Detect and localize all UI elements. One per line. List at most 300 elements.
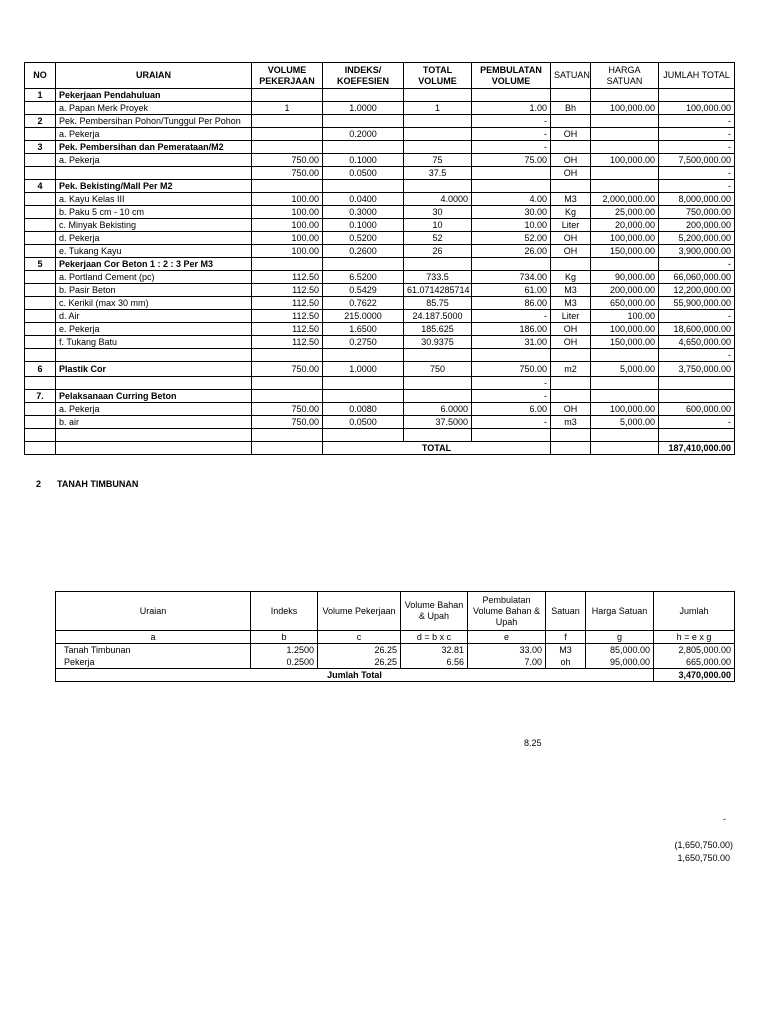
indeks-cell [323, 115, 404, 128]
pembulatan-cell: 6.00 [472, 403, 551, 416]
volume-cell: 1 [252, 102, 323, 115]
uraian-cell: a. Pekerja [56, 154, 252, 167]
no-cell [25, 193, 56, 206]
rab-row [25, 271, 735, 284]
jumlah-cell: - [659, 141, 735, 154]
indeks-cell: 1.2500 [251, 644, 318, 657]
volume-cell: 26.25 [318, 656, 401, 669]
indeks-cell: 0.0080 [323, 403, 404, 416]
satuan-cell [551, 377, 591, 390]
uraian-cell: Pekerjaan Cor Beton 1 : 2 : 3 Per M3 [56, 258, 252, 271]
indeks-cell [323, 180, 404, 193]
rab-row [25, 89, 735, 102]
no-cell [25, 219, 56, 232]
satuan-cell: Kg [551, 271, 591, 284]
pembulatan-cell [472, 89, 551, 102]
volume-cell [252, 128, 323, 141]
pembulatan-cell: 4.00 [472, 193, 551, 206]
uraian-cell: c. Kerikil (max 30 mm) [56, 297, 252, 310]
satuan-cell: OH [551, 323, 591, 336]
volume-cell: 112.50 [252, 310, 323, 323]
col-pembulatan-header: Pembulatan Volume Bahan & Upah [468, 592, 546, 631]
no-cell: 2 [25, 115, 56, 128]
total-value: 187,410,000.00 [659, 442, 735, 455]
pembulatan-cell [472, 167, 551, 180]
total-volume-cell [404, 141, 472, 154]
pembulatan-cell: 10.00 [472, 219, 551, 232]
rab-row [25, 102, 735, 115]
volume-cell: 100.00 [252, 232, 323, 245]
total-volume-cell [404, 377, 472, 390]
volume-cell [252, 89, 323, 102]
harga-cell [591, 128, 659, 141]
volume-cell: 750.00 [252, 403, 323, 416]
total-volume-cell [404, 258, 472, 271]
harga-cell: 200,000.00 [591, 284, 659, 297]
uraian-cell: b. Pasir Beton [56, 284, 252, 297]
harga-cell [591, 167, 659, 180]
formula-cell: f [546, 631, 586, 644]
col-harga-header: HARGA SATUAN [591, 63, 659, 89]
no-cell [25, 232, 56, 245]
total-volume-cell: 52 [404, 232, 472, 245]
harga-cell [591, 89, 659, 102]
volume-cell: 100.00 [252, 219, 323, 232]
satuan-cell [551, 258, 591, 271]
rab-row [25, 232, 735, 245]
rab-row [25, 336, 735, 349]
indeks-cell: 0.0500 [323, 167, 404, 180]
pembulatan-cell: - [472, 128, 551, 141]
harga-cell: 100,000.00 [591, 232, 659, 245]
no-cell [25, 245, 56, 258]
pembulatan-cell [472, 180, 551, 193]
satuan-cell: OH [551, 128, 591, 141]
harga-cell: 85,000.00 [586, 644, 654, 657]
volume-cell: 750.00 [252, 362, 323, 377]
indeks-cell: 6.5200 [323, 271, 404, 284]
volume-cell: 112.50 [252, 323, 323, 336]
total-volume-cell [404, 390, 472, 403]
volume-cell [252, 390, 323, 403]
uraian-cell: Plastik Cor [56, 362, 252, 377]
uraian-cell: Pekerja [56, 656, 251, 669]
uraian-cell: a. Kayu Kelas III [56, 193, 252, 206]
uraian-cell: Pek. Pembersihan Pohon/Tunggul Per Pohon [56, 115, 252, 128]
no-cell [25, 349, 56, 362]
harga-cell: 100,000.00 [591, 102, 659, 115]
rab-row [25, 154, 735, 167]
total-volume-cell: 10 [404, 219, 472, 232]
total-volume-cell: 30 [404, 206, 472, 219]
pembulatan-cell: - [472, 416, 551, 429]
no-cell [25, 323, 56, 336]
rab-row [25, 310, 735, 323]
indeks-cell: 0.0500 [323, 416, 404, 429]
harga-cell: 20,000.00 [591, 219, 659, 232]
harga-cell: 650,000.00 [591, 297, 659, 310]
harga-cell: 100.00 [591, 310, 659, 323]
harga-cell: 90,000.00 [591, 271, 659, 284]
loose-negative-value: (1,650,750.00) [674, 840, 733, 850]
indeks-cell: 215.0000 [323, 310, 404, 323]
pembulatan-cell [472, 429, 551, 442]
col-harga-header: Harga Satuan [586, 592, 654, 631]
loose-value: 8.25 [524, 738, 542, 748]
harga-cell: 25,000.00 [591, 206, 659, 219]
rab-row [25, 245, 735, 258]
formula-row [56, 631, 735, 644]
indeks-cell: 1.0000 [323, 362, 404, 377]
col-indeks-header: INDEKS/ KOEFESIEN [323, 63, 404, 89]
indeks-cell: 0.2750 [323, 336, 404, 349]
jumlah-cell: 665,000.00 [654, 656, 735, 669]
jumlah-cell: 750,000.00 [659, 206, 735, 219]
volume-cell [252, 180, 323, 193]
indeks-cell: 1.0000 [323, 102, 404, 115]
no-cell [25, 284, 56, 297]
harga-cell: 100,000.00 [591, 323, 659, 336]
volume-cell [252, 429, 323, 442]
no-cell: 1 [25, 89, 56, 102]
volume-cell: 100.00 [252, 193, 323, 206]
no-cell [25, 154, 56, 167]
jumlah-cell: 100,000.00 [659, 102, 735, 115]
satuan-cell: M3 [546, 644, 586, 657]
no-cell [25, 416, 56, 429]
no-cell: 7. [25, 390, 56, 403]
jumlah-cell: 55,900,000.00 [659, 297, 735, 310]
total-volume-cell [404, 349, 472, 362]
no-cell [25, 271, 56, 284]
pembulatan-cell: 31.00 [472, 336, 551, 349]
volume-cell: 112.50 [252, 297, 323, 310]
no-cell: 4 [25, 180, 56, 193]
no-cell [25, 128, 56, 141]
analisa-row [56, 656, 735, 669]
volume-bahan-cell: 6.56 [401, 656, 468, 669]
rab-row [25, 403, 735, 416]
total-volume-cell: 30.9375 [404, 336, 472, 349]
rab-row [25, 390, 735, 403]
indeks-cell: 1.6500 [323, 323, 404, 336]
pembulatan-cell: 750.00 [472, 362, 551, 377]
volume-cell: 112.50 [252, 271, 323, 284]
no-cell [25, 206, 56, 219]
rab-row [25, 180, 735, 193]
total-cell-empty [551, 442, 591, 455]
total-volume-cell: 6.0000 [404, 403, 472, 416]
jumlah-total-label: Jumlah Total [56, 669, 654, 682]
rab-row [25, 349, 735, 362]
volume-cell: 26.25 [318, 644, 401, 657]
jumlah-cell [659, 89, 735, 102]
jumlah-cell: - [659, 167, 735, 180]
total-cell-empty [591, 442, 659, 455]
jumlah-cell: 600,000.00 [659, 403, 735, 416]
uraian-cell: a. Pekerja [56, 128, 252, 141]
indeks-cell [323, 429, 404, 442]
total-volume-cell: 4.0000 [404, 193, 472, 206]
pembulatan-cell: - [472, 115, 551, 128]
formula-cell: d = b x c [401, 631, 468, 644]
col-no-header: NO [25, 63, 56, 89]
pembulatan-cell: - [472, 390, 551, 403]
pembulatan-cell: 734.00 [472, 271, 551, 284]
formula-cell: g [586, 631, 654, 644]
uraian-cell [56, 349, 252, 362]
rab-row [25, 377, 735, 390]
col-total-volume-header: TOTAL VOLUME [404, 63, 472, 89]
rab-header-row [25, 63, 735, 89]
indeks-cell: 0.5200 [323, 232, 404, 245]
satuan-cell [551, 89, 591, 102]
harga-cell: 5,000.00 [591, 416, 659, 429]
jumlah-cell: - [659, 349, 735, 362]
loose-positive-value: 1,650,750.00 [677, 853, 730, 863]
uraian-cell: a. Papan Merk Proyek [56, 102, 252, 115]
volume-cell [252, 377, 323, 390]
harga-cell [591, 115, 659, 128]
volume-cell: 100.00 [252, 245, 323, 258]
uraian-cell: a. Pekerja [56, 403, 252, 416]
rab-total-row [25, 442, 735, 455]
indeks-cell [323, 89, 404, 102]
uraian-cell: e. Tukang Kayu [56, 245, 252, 258]
volume-cell: 112.50 [252, 284, 323, 297]
rab-table [24, 62, 735, 455]
formula-cell: h = e x g [654, 631, 735, 644]
volume-cell: 750.00 [252, 416, 323, 429]
harga-cell [591, 141, 659, 154]
volume-cell: 750.00 [252, 167, 323, 180]
col-pembulatan-header: PEMBULATAN VOLUME [472, 63, 551, 89]
uraian-cell: c. Minyak Bekisting [56, 219, 252, 232]
pembulatan-cell: 7.00 [468, 656, 546, 669]
pembulatan-cell: - [472, 377, 551, 390]
volume-cell [252, 258, 323, 271]
jumlah-cell: 5,200,000.00 [659, 232, 735, 245]
satuan-cell [551, 115, 591, 128]
uraian-cell: Tanah Timbunan [56, 644, 251, 657]
uraian-cell: Pekerjaan Pendahuluan [56, 89, 252, 102]
formula-cell: c [318, 631, 401, 644]
uraian-cell: e. Pekerja [56, 323, 252, 336]
satuan-cell: OH [551, 245, 591, 258]
satuan-cell: Kg [551, 206, 591, 219]
total-volume-cell: 37.5 [404, 167, 472, 180]
jumlah-cell: - [659, 128, 735, 141]
volume-cell: 112.50 [252, 336, 323, 349]
analisa-table [55, 591, 735, 682]
no-cell [25, 297, 56, 310]
section-number: 2 [36, 479, 42, 489]
col-volume-bahan-header: Volume Bahan & Upah [401, 592, 468, 631]
analisa-header-row [56, 592, 735, 631]
uraian-cell: d. Air [56, 310, 252, 323]
col-satuan-header: Satuan [546, 592, 586, 631]
pembulatan-cell: 1.00 [472, 102, 551, 115]
rab-row [25, 167, 735, 180]
no-cell [25, 377, 56, 390]
no-cell: 3 [25, 141, 56, 154]
volume-cell: 750.00 [252, 154, 323, 167]
jumlah-cell: 18,600,000.00 [659, 323, 735, 336]
total-label: TOTAL [323, 442, 551, 455]
rab-row [25, 219, 735, 232]
volume-cell [252, 349, 323, 362]
rab-row [25, 193, 735, 206]
satuan-cell: oh [546, 656, 586, 669]
total-volume-cell: 185.625 [404, 323, 472, 336]
indeks-cell: 0.5429 [323, 284, 404, 297]
rab-row [25, 416, 735, 429]
jumlah-cell: 4,650,000.00 [659, 336, 735, 349]
uraian-cell [56, 377, 252, 390]
uraian-cell [56, 429, 252, 442]
jumlah-cell: - [659, 310, 735, 323]
harga-cell [591, 349, 659, 362]
indeks-cell: 0.2500 [251, 656, 318, 669]
satuan-cell: m3 [551, 416, 591, 429]
col-jumlah-header: Jumlah [654, 592, 735, 631]
satuan-cell: OH [551, 336, 591, 349]
volume-bahan-cell: 32.81 [401, 644, 468, 657]
harga-cell: 100,000.00 [591, 154, 659, 167]
volume-cell: 100.00 [252, 206, 323, 219]
volume-cell [252, 141, 323, 154]
uraian-cell: Pelaksanaan Curring Beton [56, 390, 252, 403]
total-volume-cell: 24.187.5000 [404, 310, 472, 323]
harga-cell: 100,000.00 [591, 403, 659, 416]
satuan-cell [551, 180, 591, 193]
jumlah-cell [659, 390, 735, 403]
no-cell: 6 [25, 362, 56, 377]
total-cell-empty [56, 442, 252, 455]
jumlah-cell: 3,750,000.00 [659, 362, 735, 377]
jumlah-cell: - [659, 115, 735, 128]
pembulatan-cell [472, 349, 551, 362]
harga-cell [591, 258, 659, 271]
rab-row [25, 141, 735, 154]
rab-row [25, 258, 735, 271]
satuan-cell: OH [551, 403, 591, 416]
col-uraian-header: Uraian [56, 592, 251, 631]
pembulatan-cell [472, 258, 551, 271]
uraian-cell: a. Portland Cement (pc) [56, 271, 252, 284]
jumlah-cell [659, 377, 735, 390]
indeks-cell [323, 258, 404, 271]
no-cell [25, 167, 56, 180]
uraian-cell: f. Tukang Batu [56, 336, 252, 349]
rab-row [25, 362, 735, 377]
total-volume-cell [404, 89, 472, 102]
pembulatan-cell: 75.00 [472, 154, 551, 167]
satuan-cell: Liter [551, 219, 591, 232]
pembulatan-cell: 52.00 [472, 232, 551, 245]
rab-row [25, 429, 735, 442]
satuan-cell [551, 349, 591, 362]
indeks-cell: 0.1000 [323, 219, 404, 232]
col-indeks-header: Indeks [251, 592, 318, 631]
no-cell: 5 [25, 258, 56, 271]
total-volume-cell: 37.5000 [404, 416, 472, 429]
total-volume-cell [404, 115, 472, 128]
total-volume-cell: 61.0714285714 [404, 284, 472, 297]
uraian-cell: Pek. Pembersihan dan Pemerataan/M2 [56, 141, 252, 154]
total-cell-empty [252, 442, 323, 455]
total-volume-cell: 85.75 [404, 297, 472, 310]
total-volume-cell [404, 128, 472, 141]
rab-row [25, 128, 735, 141]
rab-row [25, 115, 735, 128]
jumlah-cell: 3,900,000.00 [659, 245, 735, 258]
jumlah-cell: 2,805,000.00 [654, 644, 735, 657]
jumlah-cell: - [659, 258, 735, 271]
uraian-cell: d. Pekerja [56, 232, 252, 245]
jumlah-cell: 12,200,000.00 [659, 284, 735, 297]
jumlah-cell: - [659, 180, 735, 193]
rab-row [25, 323, 735, 336]
section-title: TANAH TIMBUNAN [57, 479, 139, 489]
rab-row [25, 297, 735, 310]
no-cell [25, 429, 56, 442]
col-uraian-header: URAIAN [56, 63, 252, 89]
satuan-cell: M3 [551, 193, 591, 206]
harga-cell: 95,000.00 [586, 656, 654, 669]
satuan-cell: Liter [551, 310, 591, 323]
uraian-cell [56, 167, 252, 180]
pembulatan-cell: 33.00 [468, 644, 546, 657]
harga-cell: 150,000.00 [591, 336, 659, 349]
analisa-total-row [56, 669, 735, 682]
harga-cell [591, 377, 659, 390]
total-volume-cell: 750 [404, 362, 472, 377]
satuan-cell: OH [551, 154, 591, 167]
col-volume-header: Volume Pekerjaan [318, 592, 401, 631]
no-cell [25, 310, 56, 323]
formula-cell: a [56, 631, 251, 644]
pembulatan-cell: 61.00 [472, 284, 551, 297]
indeks-cell [323, 377, 404, 390]
no-cell [25, 336, 56, 349]
no-cell [25, 403, 56, 416]
col-jumlah-header: JUMLAH TOTAL [659, 63, 735, 89]
harga-cell [591, 390, 659, 403]
indeks-cell: 0.0400 [323, 193, 404, 206]
jumlah-cell: 66,060,000.00 [659, 271, 735, 284]
satuan-cell: m2 [551, 362, 591, 377]
rab-row [25, 206, 735, 219]
harga-cell: 5,000.00 [591, 362, 659, 377]
jumlah-cell: 7,500,000.00 [659, 154, 735, 167]
harga-cell: 2,000,000.00 [591, 193, 659, 206]
loose-dash: - [723, 814, 726, 824]
total-volume-cell: 733.5 [404, 271, 472, 284]
rab-table-body [25, 89, 735, 442]
col-volume-header: VOLUME PEKERJAAN [252, 63, 323, 89]
uraian-cell: b. Paku 5 cm - 10 cm [56, 206, 252, 219]
jumlah-cell: - [659, 416, 735, 429]
total-volume-cell [404, 180, 472, 193]
jumlah-cell: 8,000,000.00 [659, 193, 735, 206]
total-volume-cell: 75 [404, 154, 472, 167]
total-cell-empty [25, 442, 56, 455]
jumlah-total-value: 3,470,000.00 [654, 669, 735, 682]
indeks-cell [323, 390, 404, 403]
harga-cell: 150,000.00 [591, 245, 659, 258]
satuan-cell: Bh [551, 102, 591, 115]
